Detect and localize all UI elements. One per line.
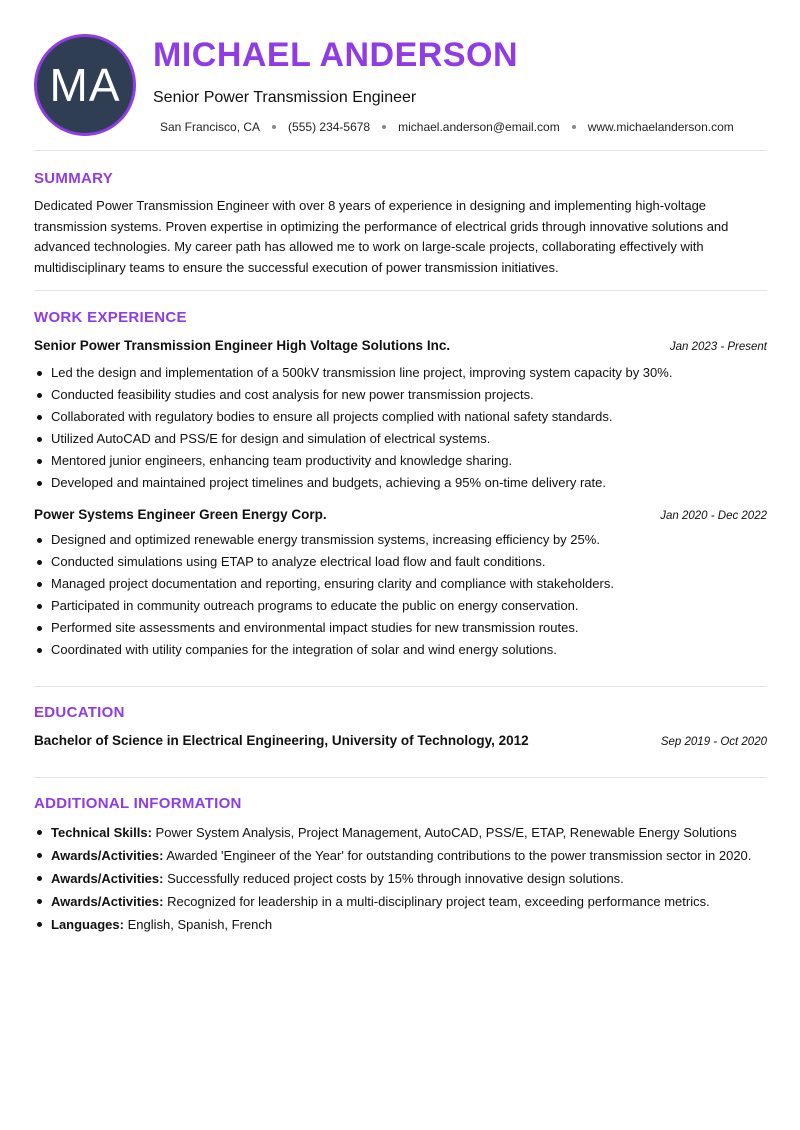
info-text: English, Spanish, French [127, 917, 273, 932]
degree: Bachelor of Science in Electrical Engineering, University of Technology, 2012 [34, 733, 529, 748]
job-role: Power Systems Engineer Green Energy Corp. [34, 507, 327, 522]
section-divider [34, 686, 767, 687]
list-item: Performed site assessments and environmental impact studies for new transmission routes. [34, 620, 767, 642]
section-divider [34, 290, 767, 291]
job-bullets [34, 532, 767, 664]
list-item [34, 892, 767, 911]
list-item: Collaborated with regulatory bodies to ensure all projects complied with national safety standards. [34, 409, 767, 431]
summary-heading: SUMMARY [34, 170, 114, 187]
info-text: Awarded 'Engineer of the Year' for outstanding contributions to the power transmission sector in 2020. [166, 848, 752, 863]
education-row [34, 733, 767, 748]
separator-dot [272, 125, 276, 129]
separator-dot [382, 125, 386, 129]
job-role: Senior Power Transmission Engineer High Voltage Solutions Inc. [34, 338, 451, 353]
list-item [34, 823, 767, 842]
info-text: Power System Analysis, Project Management, AutoCAD, PSS/E, ETAP, Renewable Energy Solutions [155, 825, 737, 840]
contact-website: www.michaelanderson.com [587, 120, 734, 134]
info-label: Awards/Activities: [51, 848, 164, 863]
list-item: Participated in community outreach programs to educate the public on energy conservation. [34, 598, 767, 620]
list-item: Conducted feasibility studies and cost analysis for new power transmission projects. [34, 387, 767, 409]
education-heading: EDUCATION [34, 704, 125, 721]
info-label: Awards/Activities: [51, 894, 164, 909]
candidate-name: MICHAEL ANDERSON [153, 36, 519, 74]
job-header [34, 507, 767, 522]
experience-heading: WORK EXPERIENCE [34, 309, 187, 326]
job-header [34, 338, 767, 353]
list-item [34, 846, 767, 865]
avatar-initials: MA [49, 59, 121, 111]
list-item: Led the design and implementation of a 500kV transmission line project, improving system capacity by 30%. [34, 365, 767, 387]
separator-dot [572, 125, 576, 129]
section-divider [34, 777, 767, 778]
info-text: Successfully reduced project costs by 15% through innovative design solutions. [167, 871, 624, 886]
additional-heading: ADDITIONAL INFORMATION [34, 795, 242, 812]
info-label: Languages: [51, 917, 124, 932]
info-text: Recognized for leadership in a multi-disciplinary project team, exceeding performance metrics. [167, 894, 710, 909]
list-item: Managed project documentation and reporting, ensuring clarity and compliance with stakeholders. [34, 576, 767, 598]
contact-phone: (555) 234-5678 [288, 120, 371, 134]
list-item: Designed and optimized renewable energy transmission systems, increasing efficiency by 25%. [34, 532, 767, 554]
list-item: Mentored junior engineers, enhancing team productivity and knowledge sharing. [34, 453, 767, 475]
job-date: Jan 2020 - Dec 2022 [660, 510, 767, 522]
job-title: Senior Power Transmission Engineer [153, 89, 417, 106]
list-item [34, 869, 767, 888]
list-item: Developed and maintained project timelines and budgets, achieving a 95% on-time delivery rate. [34, 475, 767, 497]
list-item: Conducted simulations using ETAP to analyze electrical load flow and fault conditions. [34, 554, 767, 576]
avatar [34, 34, 136, 136]
job-bullets [34, 365, 767, 497]
section-divider [34, 150, 767, 151]
additional-list [34, 823, 767, 938]
info-label: Awards/Activities: [51, 871, 164, 886]
education-date: Sep 2019 - Oct 2020 [660, 736, 767, 748]
contact-email: michael.anderson@email.com [398, 120, 560, 134]
list-item [34, 915, 767, 934]
info-label: Technical Skills: [51, 825, 152, 840]
contact-location: San Francisco, CA [160, 120, 261, 134]
contact-bar [160, 120, 734, 134]
list-item: Coordinated with utility companies for the integration of solar and wind energy solutions. [34, 642, 767, 664]
job-date: Jan 2023 - Present [669, 341, 767, 353]
summary-text: Dedicated Power Transmission Engineer with over 8 years of experience in designing and implementing high-voltage transmission systems. Proven expertise in optimizing the performance of electrical grids through innovative solutions and advanced technologies. My career path has allowed me to work on large-scale projects, collaborating effectively with multidisciplinary teams to ensure the successful execution of power transmission initiatives. [34, 198, 729, 275]
list-item: Utilized AutoCAD and PSS/E for design and simulation of electrical systems. [34, 431, 767, 453]
